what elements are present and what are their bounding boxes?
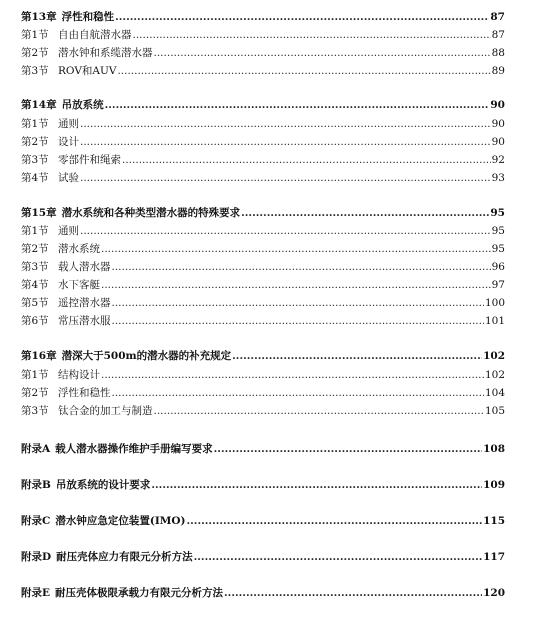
toc-chapter-15[interactable] (21, 205, 505, 221)
toc-entry-title: 浮性和稳性 (58, 387, 111, 399)
toc-section-14-3[interactable] (21, 152, 505, 168)
toc-entry-page: 87 (491, 29, 505, 41)
toc-entry-page: 120 (483, 587, 505, 599)
toc-entry-page: 88 (491, 47, 505, 59)
toc-leader-dots (133, 27, 491, 43)
toc-entry-page: 115 (483, 515, 505, 527)
toc-entry-page: 117 (483, 551, 505, 563)
toc-leader-dots (80, 170, 491, 186)
toc-entry-title: 潜深大于500m的潜水器的补充规定 (61, 350, 232, 362)
toc-section-16-1[interactable] (21, 367, 505, 383)
toc-leader-dots (154, 45, 491, 61)
toc-appendix-c[interactable] (21, 513, 505, 529)
toc-entry-title: 耐压壳体应力有限元分析方法 (56, 551, 193, 563)
toc-appendix-d[interactable] (21, 549, 505, 565)
toc-entry-number: 第16章 (21, 350, 57, 362)
toc-entry-page: 100 (484, 297, 505, 309)
toc-entry-number: 第4节 (21, 279, 49, 291)
toc-entry-page: 102 (484, 369, 505, 381)
toc-entry-title: 潜水钟应急定位装置(IMO) (55, 515, 186, 527)
toc-chapter-14[interactable] (21, 97, 505, 113)
toc-section-14-4[interactable] (21, 170, 505, 186)
toc-entry-title: 水下客艇 (58, 279, 100, 291)
toc-entry-title: 潜水系统和各种类型潜水器的特殊要求 (61, 207, 241, 219)
toc-section-13-2[interactable] (21, 45, 505, 61)
toc-entry-title: 潜水钟和系缆潜水器 (58, 47, 153, 59)
toc-entry-number: 附录E (21, 587, 51, 599)
toc-entry-title: 设计 (58, 136, 79, 148)
toc-entry-page: 93 (491, 172, 505, 184)
toc-section-15-5[interactable] (21, 295, 505, 311)
toc-entry-page: 105 (484, 405, 505, 417)
toc-section-15-1[interactable] (21, 223, 505, 239)
toc-entry-page: 90 (490, 99, 505, 111)
toc-entry-page: 95 (491, 243, 505, 255)
toc-entry-page: 95 (491, 225, 505, 237)
toc-leader-dots (112, 259, 491, 275)
toc-section-15-4[interactable] (21, 277, 505, 293)
toc-entry-number: 第1节 (21, 225, 49, 237)
toc-leader-dots (80, 223, 491, 239)
toc-entry-number: 第1节 (21, 369, 49, 381)
toc-leader-dots (101, 241, 491, 257)
toc-entry-number: 第2节 (21, 136, 49, 148)
toc-chapter-16[interactable] (21, 348, 505, 364)
toc-entry-number: 第14章 (21, 99, 57, 111)
toc-entry-number: 第3节 (21, 261, 49, 273)
toc-leader-dots (80, 134, 491, 150)
toc-entry-page: 101 (484, 315, 505, 327)
toc-leader-dots (101, 367, 484, 383)
toc-entry-title: 试验 (58, 172, 79, 184)
toc-entry-page: 95 (490, 207, 505, 219)
toc-entry-number: 第3节 (21, 65, 49, 77)
toc-section-14-2[interactable] (21, 134, 505, 150)
toc-entry-number: 第1节 (21, 118, 49, 130)
toc-leader-dots (112, 385, 484, 401)
toc-entry-title: 通则 (58, 118, 79, 130)
toc-section-13-3[interactable] (21, 63, 505, 79)
toc-section-13-1[interactable] (21, 27, 505, 43)
toc-entry-page: 90 (491, 136, 505, 148)
toc-entry-title: 吊放系统的设计要求 (55, 479, 151, 491)
toc-entry-title: 浮性和稳性 (61, 11, 115, 23)
toc-entry-title: 潜水系统 (58, 243, 100, 255)
toc-entry-number: 第1节 (21, 29, 49, 41)
toc-entry-page: 109 (483, 479, 505, 491)
toc-appendix-a[interactable] (21, 441, 505, 457)
toc-section-15-3[interactable] (21, 259, 505, 275)
toc-leader-dots (112, 313, 484, 329)
toc-entry-number: 第5节 (21, 297, 49, 309)
toc-leader-dots (186, 513, 482, 529)
toc-appendix-e[interactable] (21, 585, 505, 601)
toc-leader-dots (154, 403, 484, 419)
toc-entry-number: 第3节 (21, 154, 49, 166)
toc-section-16-2[interactable] (21, 385, 505, 401)
toc-entry-title: 自由自航潜水器 (58, 29, 132, 41)
toc-entry-page: 87 (490, 11, 505, 23)
toc-entry-number: 附录C (21, 515, 51, 527)
toc-leader-dots (232, 348, 482, 364)
toc-chapter-13[interactable] (21, 9, 505, 25)
toc-entry-page: 92 (491, 154, 505, 166)
toc-appendix-b[interactable] (21, 477, 505, 493)
toc-entry-title: 遥控潜水器 (58, 297, 111, 309)
toc-leader-dots (122, 152, 491, 168)
toc-entry-number: 附录A (21, 443, 51, 455)
toc-leader-dots (117, 63, 490, 79)
toc-entry-page: 89 (491, 65, 505, 77)
toc-entry-title: 耐压壳体极限承载力有限元分析方法 (55, 587, 224, 599)
toc-section-16-3[interactable] (21, 403, 505, 419)
toc-entry-number: 第2节 (21, 387, 49, 399)
toc-entry-title: 通则 (58, 225, 79, 237)
toc-entry-title: 载人潜水器 (58, 261, 111, 273)
toc-entry-page: 104 (484, 387, 505, 399)
toc-entry-title: 钛合金的加工与制造 (58, 405, 153, 417)
toc-section-14-1[interactable] (21, 116, 505, 132)
toc-section-15-6[interactable] (21, 313, 505, 329)
toc-entry-title: ROV和AUV (58, 65, 117, 77)
toc-leader-dots (80, 116, 491, 132)
toc-entry-page: 97 (491, 279, 505, 291)
toc-entry-number: 第6节 (21, 315, 49, 327)
toc-leader-dots (112, 295, 484, 311)
toc-leader-dots (101, 277, 491, 293)
toc-entry-title: 吊放系统 (61, 99, 104, 111)
toc-entry-number: 第2节 (21, 243, 49, 255)
toc-leader-dots (115, 9, 489, 25)
toc-entry-page: 102 (483, 350, 505, 362)
toc-leader-dots (151, 477, 482, 493)
toc-entry-title: 载人潜水器操作维护手册编写要求 (55, 443, 213, 455)
toc-entry-number: 第15章 (21, 207, 57, 219)
toc-entry-number: 第3节 (21, 405, 49, 417)
toc-entry-page: 96 (491, 261, 505, 273)
toc-leader-dots (194, 549, 482, 565)
toc-leader-dots (241, 205, 489, 221)
toc-entry-number: 第2节 (21, 47, 49, 59)
toc-leader-dots (214, 441, 482, 457)
toc-entry-title: 结构设计 (58, 369, 100, 381)
toc-entry-title: 常压潜水服 (58, 315, 111, 327)
toc-entry-title: 零部件和绳索 (58, 154, 121, 166)
toc-entry-number: 附录B (21, 479, 51, 491)
toc-entry-page: 108 (483, 443, 505, 455)
toc-entry-number: 附录D (21, 551, 52, 563)
toc-entry-number: 第4节 (21, 172, 49, 184)
toc-leader-dots (224, 585, 482, 601)
toc-entry-page: 90 (491, 118, 505, 130)
toc-leader-dots (105, 97, 490, 113)
toc-entry-number: 第13章 (21, 11, 57, 23)
toc-section-15-2[interactable] (21, 241, 505, 257)
